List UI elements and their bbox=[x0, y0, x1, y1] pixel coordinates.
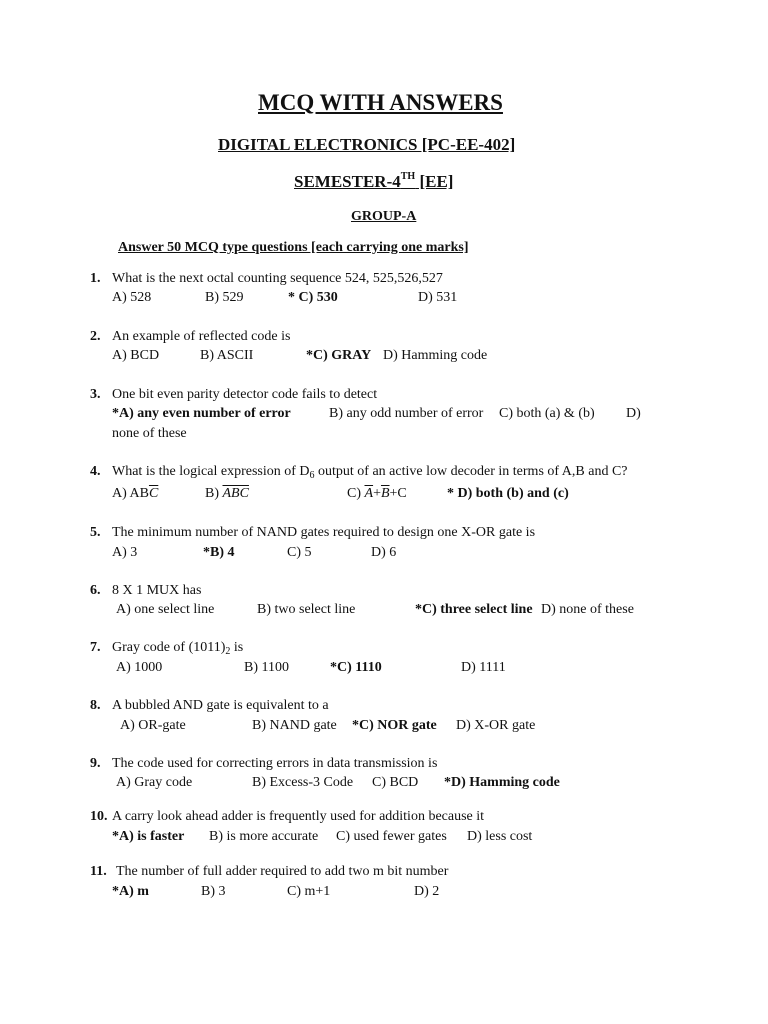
option: B) NAND gate bbox=[252, 718, 337, 733]
question-number: 11. bbox=[90, 864, 107, 879]
option: A) 3 bbox=[112, 545, 138, 560]
option: C) m+1 bbox=[287, 884, 331, 899]
option: D) 1111 bbox=[461, 660, 506, 675]
option: A) Gray code bbox=[116, 775, 193, 790]
question-text-part: Gray code of (1011) bbox=[112, 640, 226, 655]
semester-prefix: SEMESTER-4 bbox=[294, 172, 401, 191]
question-text: A carry look ahead adder is frequently used for addition because it bbox=[112, 809, 485, 824]
option: D) Hamming code bbox=[383, 348, 488, 363]
semester-suffix: [EE] bbox=[415, 172, 454, 191]
question-number: 3. bbox=[90, 387, 101, 402]
option bbox=[112, 487, 158, 501]
option-part: +C bbox=[389, 486, 407, 501]
answer-option: *C) three select line bbox=[415, 602, 533, 617]
semester-sup: TH bbox=[400, 171, 416, 182]
option-part: + bbox=[373, 486, 381, 501]
option: D) X-OR gate bbox=[456, 718, 536, 733]
page-title: MCQ WITH ANSWERS bbox=[258, 90, 503, 115]
option: D) less cost bbox=[467, 829, 533, 844]
group-heading: GROUP-A bbox=[351, 209, 417, 224]
option: B) any odd number of error bbox=[329, 406, 484, 421]
option-part-overline: $\overline{C}$ bbox=[148, 486, 159, 501]
answer-option: * D) both (b) and (c) bbox=[447, 486, 569, 501]
question-text: One bit even parity detector code fails to detect bbox=[112, 387, 378, 402]
option: A) OR-gate bbox=[120, 718, 186, 733]
option-part: B) bbox=[205, 486, 223, 501]
option: C) used fewer gates bbox=[336, 829, 447, 844]
question-number: 4. bbox=[90, 464, 101, 479]
option: B) is more accurate bbox=[209, 829, 319, 844]
question-text: What is the next octal counting sequence 524, 525,526,527 bbox=[112, 271, 443, 286]
question-text: An example of reflected code is bbox=[112, 329, 291, 344]
option: D) bbox=[626, 406, 641, 421]
option: C) both (a) & (b) bbox=[499, 406, 595, 421]
option: B) two select line bbox=[257, 602, 356, 617]
question-number: 10. bbox=[90, 809, 108, 824]
question-text bbox=[112, 641, 243, 655]
answer-option: *C) GRAY bbox=[306, 348, 372, 363]
question-text: 8 X 1 MUX has bbox=[112, 583, 202, 598]
option: B) ASCII bbox=[200, 348, 254, 363]
question-number: 5. bbox=[90, 525, 101, 540]
question-number: 6. bbox=[90, 583, 101, 598]
option: B) 3 bbox=[201, 884, 226, 899]
question-text-part: output of an active low decoder in terms of A,B and C? bbox=[314, 464, 628, 479]
question-number: 8. bbox=[90, 698, 101, 713]
question-text: A bubbled AND gate is equivalent to a bbox=[112, 698, 329, 713]
option-part-overline: $\overline{B}$ bbox=[380, 486, 390, 501]
subscript: 6 bbox=[309, 470, 315, 481]
question-text-part: What is the logical expression of D bbox=[112, 464, 310, 479]
option: D) 6 bbox=[371, 545, 397, 560]
answer-option: *B) 4 bbox=[203, 545, 235, 560]
question-text: The code used for correcting errors in data transmission is bbox=[112, 756, 438, 771]
question-number: 2. bbox=[90, 329, 101, 344]
answer-option: *A) is faster bbox=[112, 829, 185, 844]
question-text: The number of full adder required to add two m bit number bbox=[116, 864, 449, 879]
option-continued: none of these bbox=[112, 426, 187, 441]
option: A) one select line bbox=[116, 602, 215, 617]
answer-option: *C) NOR gate bbox=[352, 718, 437, 733]
subscript: 2 bbox=[225, 646, 231, 657]
option-part-overline: $\overline{A}$ bbox=[364, 486, 374, 501]
option-part-overline: $\overline{ABC}$ bbox=[222, 486, 249, 501]
option: D) 2 bbox=[414, 884, 440, 899]
answer-option: *A) m bbox=[112, 884, 149, 899]
option-part: C) bbox=[347, 486, 365, 501]
option: B) 1100 bbox=[244, 660, 289, 675]
question-number: 7. bbox=[90, 640, 101, 655]
option bbox=[347, 487, 407, 501]
option: C) BCD bbox=[372, 775, 419, 790]
option: A) 528 bbox=[112, 290, 152, 305]
question-text: The minimum number of NAND gates required to design one X-OR gate is bbox=[112, 525, 536, 540]
instruction-line: Answer 50 MCQ type questions [each carrying one marks] bbox=[118, 240, 469, 255]
option bbox=[205, 487, 249, 501]
answer-option: * C) 530 bbox=[288, 290, 338, 305]
answer-option: *D) Hamming code bbox=[444, 775, 560, 790]
option: B) 529 bbox=[205, 290, 244, 305]
question-text bbox=[112, 465, 628, 479]
option: A) 1000 bbox=[116, 660, 163, 675]
option-part: A) AB bbox=[112, 486, 149, 501]
option: D) 531 bbox=[418, 290, 458, 305]
option: C) 5 bbox=[287, 545, 312, 560]
question-number: 9. bbox=[90, 756, 101, 771]
answer-option: *C) 1110 bbox=[330, 660, 382, 675]
question-text-part: is bbox=[230, 640, 244, 655]
answer-option: *A) any even number of error bbox=[112, 406, 291, 421]
subject-heading: DIGITAL ELECTRONICS [PC-EE-402] bbox=[218, 135, 516, 154]
option: B) Excess-3 Code bbox=[252, 775, 354, 790]
semester-heading bbox=[294, 173, 453, 190]
option: A) BCD bbox=[112, 348, 160, 363]
option: D) none of these bbox=[541, 602, 634, 617]
question-number: 1. bbox=[90, 271, 101, 286]
